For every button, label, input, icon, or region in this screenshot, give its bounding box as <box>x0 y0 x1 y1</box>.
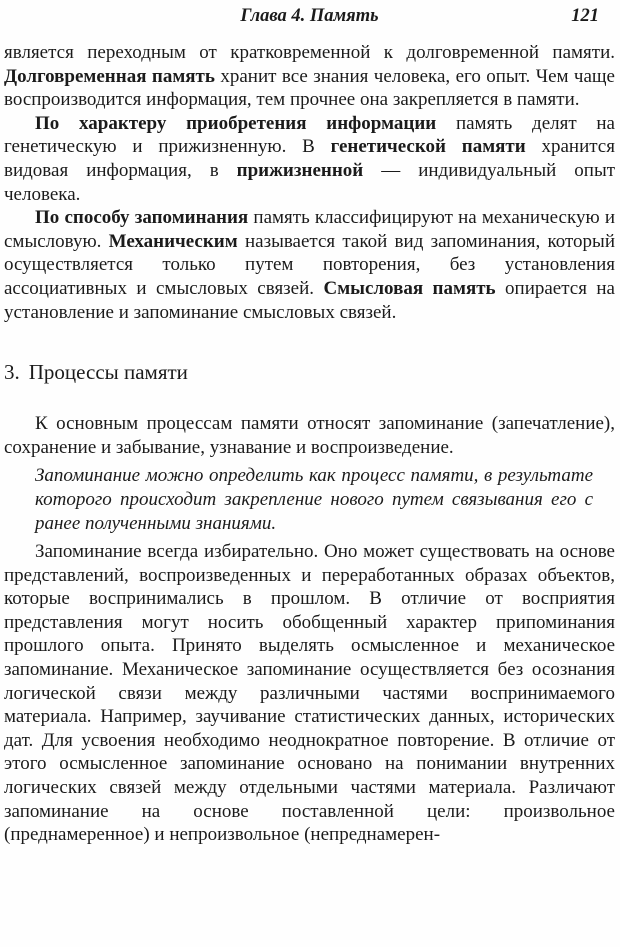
section-number: 3. <box>4 360 20 385</box>
text-run: опирается на установление и запоминание смысловых связей. <box>4 277 615 323</box>
paragraph-information-acquisition <box>4 112 615 206</box>
text-run-bold: прижизненной <box>236 159 364 181</box>
text-run: — индивидуальный опыт человека. <box>4 159 616 205</box>
paragraph-longterm-memory <box>4 41 615 112</box>
text-run: называется такой вид запоминания, который осуществляется только путем повторения, без установления ассоциативных и смысловых связей. <box>4 230 615 299</box>
text-run: хранит все знания человека, его опыт. Чем чаще воспроизводится информация, тем прочнее она закрепляется в памяти. <box>4 65 615 111</box>
text-run: память классифицируют на механическую и смысловую. <box>4 207 615 252</box>
page-number: 121 <box>571 6 599 26</box>
paragraph-memory-processes-intro <box>4 412 615 459</box>
definition-quote-block <box>35 464 593 535</box>
page-header <box>4 6 615 30</box>
text-run: хранится видовая информация, в <box>4 136 615 181</box>
running-head-chapter: Глава 4. Память <box>240 6 379 26</box>
text-run-bold: Долговременная память <box>4 65 215 87</box>
section-heading <box>4 360 615 385</box>
text-run-bold: Механическим <box>108 230 238 252</box>
paragraph-memorization-method <box>4 206 615 324</box>
text-run-bold: Смысловая память <box>323 277 496 299</box>
text-run: является переходным от кратковременной к долговременной памяти. <box>4 42 615 63</box>
text-run: К основным процессам памяти относят запоминание (запечатление), сохранение и забывание, узнавание и воспроизведение. <box>4 413 615 458</box>
text-run-bold: генетической памяти <box>330 136 526 158</box>
text-run-bold: По характеру приобретения информации <box>35 112 437 134</box>
section-title: Процессы памяти <box>28 360 188 385</box>
text-run: память делят на генетическую и прижизненную. В <box>4 112 615 158</box>
text-run: Запоминание всегда избирательно. Оно может существовать на основе представлений, воспроизведенных и переработанных образах объектов, которые воспринимались в прошлом. В отличие от восприятия представления могут носить обобщенный характер припоминания прошлого опыта. Принято выделять осмысленное и механическое запоминание. Механическое запоминание осуществляется без осознания логической связи между различными частями воспринимаемого материала. Например, заучивание статистических данных, исторических дат. Для усвоения необходимо неоднократное повторение. В отличие от этого осмысленное запоминание основано на понимании внутренних логических связей между отдельными частями материала. Различают запоминание на основе поставленной цели: произвольное (преднамеренное) и непроизвольное (непреднамерен- <box>4 541 615 846</box>
paragraph-memorization-selectivity <box>4 540 615 847</box>
text-run-bold: По способу запоминания <box>35 207 249 229</box>
text-run-italic: Запоминание можно определить как процесс памяти, в результате которого происходит закрепление нового путем связывания его с ранее полученными знаниями. <box>35 465 593 534</box>
